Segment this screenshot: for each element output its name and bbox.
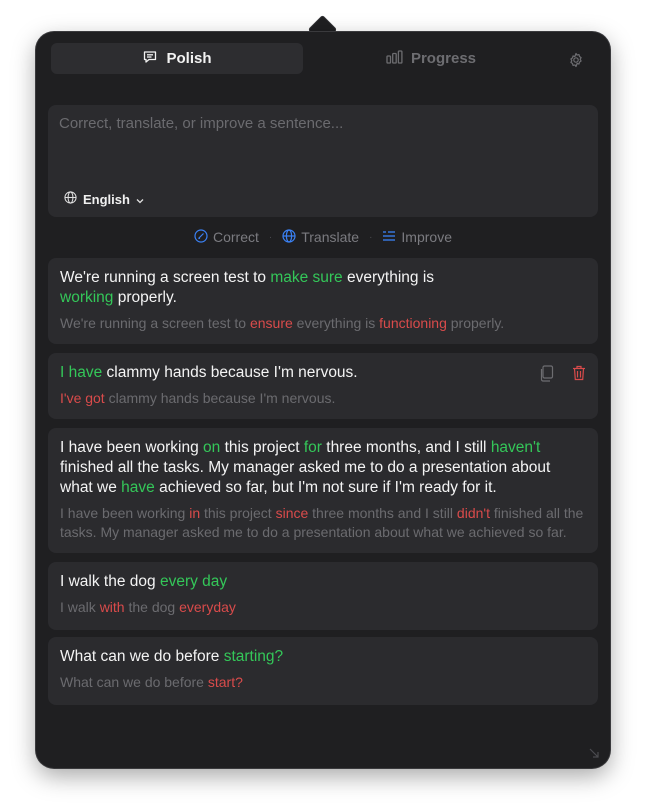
sentence-segment: everything is [342,269,435,286]
added-text: have [121,479,155,496]
removed-text: start? [207,674,243,690]
tab-bar [51,43,595,75]
sentence-segment: properly. [113,289,177,306]
improve-button[interactable] [382,229,452,245]
added-text: on [203,439,221,456]
separator-dot: · [369,231,373,243]
bar-chart-icon [386,50,403,68]
translate-label: Translate [301,229,360,245]
history-card[interactable] [48,258,598,344]
separator-dot: · [268,231,273,243]
removed-text: with [99,599,125,615]
added-text: make sure [270,269,343,286]
chevron-down-icon [136,192,144,207]
sentence-segment: finished all the tasks. My manager asked me to do a presentation about what we [60,459,551,496]
copy-icon[interactable] [539,365,554,387]
added-text: I have [60,364,103,381]
sentence-segment: I have been working [60,439,204,456]
removed-text: everyday [179,599,236,615]
sentence-segment: I walk [60,599,100,615]
sentence-segment: achieved so far, but I'm not sure if I'm ready for it. [154,479,497,496]
card-tools [539,365,586,387]
corrected-sentence [60,647,586,667]
original-sentence [60,673,586,692]
sentence-segment: three months, and I still [321,439,491,456]
corrected-sentence [60,438,586,498]
globe-icon [282,229,296,246]
corrected-sentence [60,268,586,308]
tab-polish[interactable] [51,43,303,74]
tab-progress[interactable] [331,43,531,74]
sentence-segment: finished all the tasks. My manager asked me to do a presentation about what we achieved so far. [60,505,584,540]
sentence-segment: properly. [446,315,505,331]
sentence-segment: the dog [124,599,180,615]
sentence-segment: I have been working [60,505,190,521]
history-card[interactable] [48,637,598,705]
sentence-segment: this project [220,439,304,456]
sentence-input-box [48,105,598,217]
original-sentence [60,504,586,542]
correct-label: Correct [212,229,259,245]
removed-text: functioning [379,315,447,331]
language-select[interactable] [64,191,144,207]
original-sentence [60,314,586,333]
original-sentence [60,598,586,617]
grammar-popover [36,32,610,768]
added-text: haven't [490,439,541,456]
added-text: working [60,289,114,306]
sentence-segment: We're running a screen test to [60,315,250,331]
sentence-segment: this project [200,505,276,521]
removed-text: since [275,505,309,521]
translate-button[interactable] [282,229,359,246]
removed-text: in [189,505,201,521]
sentence-segment: What can we do before [60,648,224,665]
sentence-input[interactable] [59,115,579,165]
list-icon [382,229,396,245]
resize-handle-icon[interactable] [588,746,600,758]
tab-progress-label: Progress [410,50,477,67]
history-card[interactable] [48,353,598,419]
added-text: starting? [223,648,284,665]
sentence-segment: What can we do before [60,674,208,690]
original-sentence [60,389,586,408]
settings-gear-icon[interactable] [568,52,584,68]
message-icon [142,49,158,69]
action-bar [36,226,610,248]
added-text: for [303,439,322,456]
removed-text: ensure [249,315,293,331]
tab-polish-label: Polish [166,50,212,67]
globe-icon [64,191,77,207]
removed-text: didn't [456,505,490,521]
sentence-segment: I walk the dog [60,573,160,590]
sentence-segment: three months and I still [308,505,457,521]
removed-text: I've got [60,390,105,406]
history-card[interactable] [48,562,598,630]
trash-icon[interactable] [572,365,586,387]
sentence-segment: clammy hands because I'm nervous. [104,390,336,406]
improve-label: Improve [401,229,452,245]
sentence-segment: everything is [292,315,380,331]
corrected-sentence [60,572,586,592]
corrected-sentence [60,363,586,383]
sentence-segment: We're running a screen test to [60,269,271,286]
sentence-segment: clammy hands because I'm nervous. [102,364,358,381]
added-text: every day [159,573,228,590]
correct-button[interactable] [194,229,259,246]
history-card[interactable] [48,428,598,553]
check-circle-icon [194,229,208,246]
language-label: English [83,191,130,207]
